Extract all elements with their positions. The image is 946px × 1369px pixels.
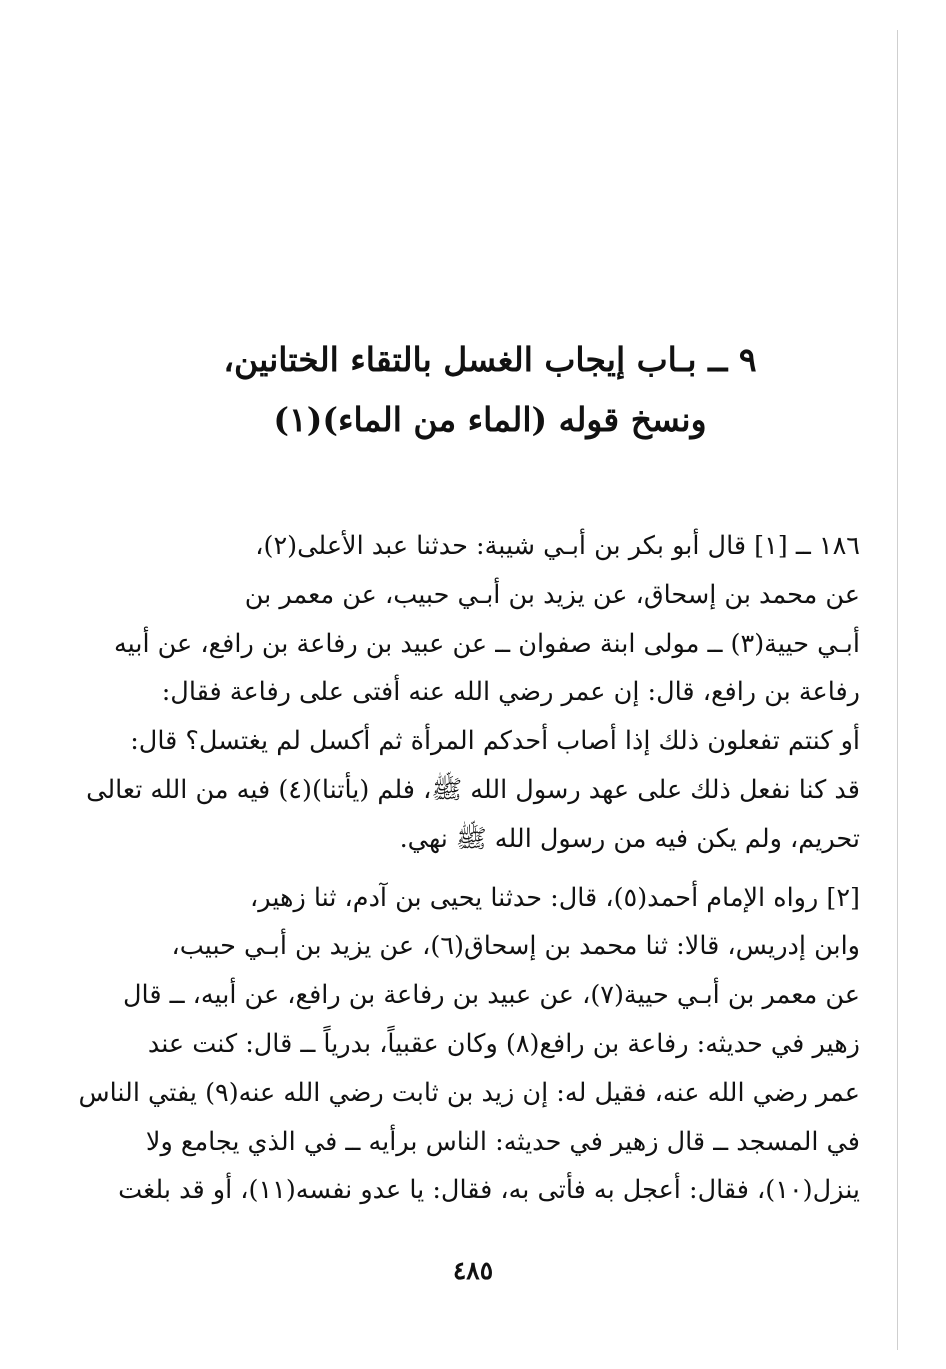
chapter-heading-line-2: ونسخ قوله (الماء من الماء)(١) [273,400,707,439]
text-line: ينزل(١٠)، فقال: أعجل به فأتى به، فقال: يا عدو نفسه(١١)، أو قد بلغت [118,1175,860,1206]
page-body [78,522,860,1215]
text-line: ١٨٦ ــ [١] قال أبو بكر بن أبـي شيبة: حدثنا عبد الأعلى(٢)، [255,531,860,561]
text-line: عن معمر بن أبـي حيية(٧)، عن عبيد بن رفاعة بن رافع، عن أبيه، ــ قال [123,980,860,1011]
text-line: عن محمد بن إسحاق، عن يزيد بن أبـي حبيب، عن معمر بن [244,579,860,610]
page-edge-line [897,30,898,1350]
text-line: عمر رضي الله عنه، فقيل له: إن زيد بن ثابت رضي الله عنه(٩) يفتي الناس [78,1077,860,1108]
paragraph-riwaya-2 [78,874,860,1216]
text-line: تحريم، ولم يكن فيه من رسول الله ﷺ نهي. [399,823,860,854]
paragraph-hadith-186 [86,522,860,864]
text-line: أو كنتم تفعلون ذلك إذا أصاب أحدكم المرأة ثم أكسل لم يغتسل؟ قال: [130,726,860,757]
text-line: قد كنا نفعل ذلك على عهد رسول الله ﷺ، فلم (يأتنا)(٤) فيه من الله تعالى [86,774,860,805]
text-line: رفاعة بن رافع، قال: إن عمر رضي الله عنه أفتى على رفاعة فقال: [161,677,860,708]
text-line: في المسجد ــ قال زهير في حديثه: الناس برأيه ــ في الذي يجامع ولا [145,1126,860,1157]
text-line: [٢] رواه الإمام أحمد(٥)، قال: حدثنا يحيى بن آدم، ثنا زهير، [250,882,860,913]
text-line: زهير في حديثه: رفاعة بن رافع(٨) وكان عقبياً، بدرياً ــ قال: كنت عند [147,1028,860,1059]
paragraph-spacer [136,864,860,874]
chapter-heading [140,330,840,450]
chapter-heading-line-1: ٩ ــ بـاب إيجاب الغسل بالتقاء الختانين، [223,340,757,379]
page-number: ٤٨٥ [452,1256,494,1285]
text-line: وابن إدريس، قالا: ثنا محمد بن إسحاق(٦)، عن يزيد بن أبـي حبيب، [171,931,860,962]
text-line: أبـي حيية(٣) ــ مولى ابنة صفوان ــ عن عبيد بن رفاعة بن رافع، عن أبيه [113,628,860,659]
